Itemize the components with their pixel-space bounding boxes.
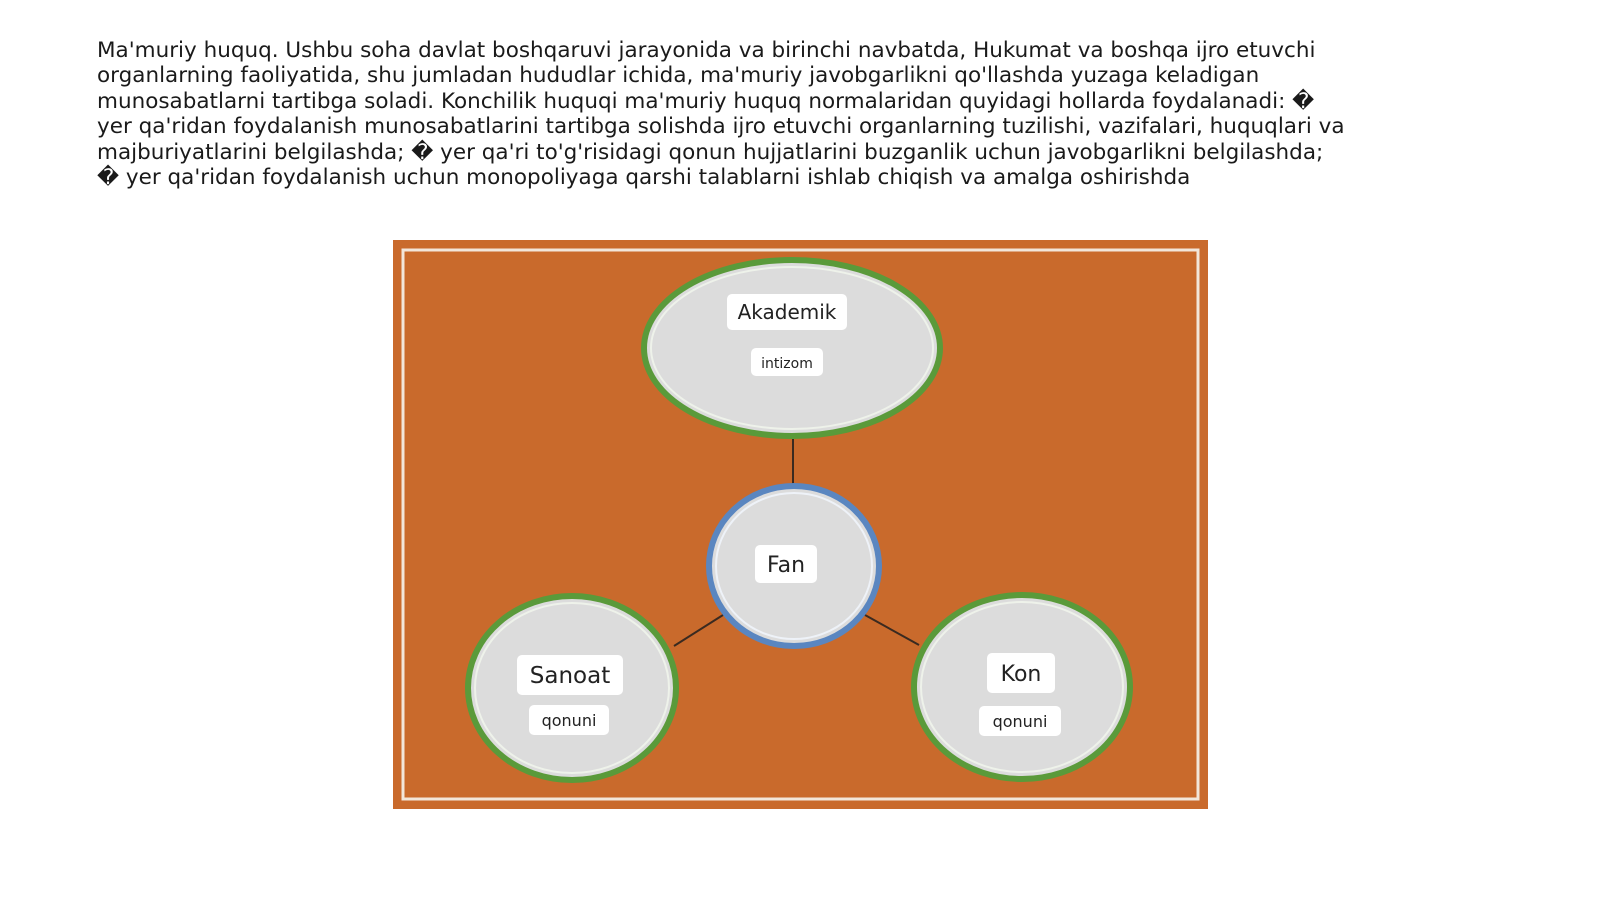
node-left-subtitle: qonuni bbox=[541, 711, 597, 730]
node-left bbox=[468, 596, 676, 780]
node-top bbox=[644, 260, 940, 436]
diagram-canvas bbox=[393, 240, 1208, 809]
node-center-title: Fan bbox=[766, 553, 806, 578]
node-top-subtitle: intizom bbox=[761, 356, 813, 372]
node-center bbox=[709, 486, 879, 646]
slide-paragraph: Ma'muriy huquq. Ushbu soha davlat boshqaruvi jarayonida va birinchi navbatda, Hukumat va boshqa ijro etuvchi organlarning faoliyatida, shu jumladan hududlar ichida, ma'muriy javobgarlikni qo'llashda yuzaga keladigan munosabatlarni tartibga soladi. Konchilik huquqi ma'muriy huquq normalaridan quyidagi hollarda foydalanadi: � yer qa'ridan foydalanish munosabatlarini tartibga solishda ijro etuvchi organlarning tuzilishi, vazifalari, huquqlari va majburiyatlarini belgilashda; � yer qa'ri to'g'risidagi qonun hujjatlarini buzganlik uchun javobgarlikni belgilashda; � yer qa'ridan foydalanish uchun monopoliyaga qarshi talablarni ishlab chiqish va amalga oshirishda bbox=[97, 38, 1345, 191]
node-right bbox=[914, 595, 1130, 779]
node-top-title: Akademik bbox=[737, 300, 837, 324]
node-right-title: Kon bbox=[1000, 662, 1042, 687]
concept-diagram bbox=[393, 240, 1208, 809]
node-right-subtitle: qonuni bbox=[992, 712, 1048, 731]
node-left-title: Sanoat bbox=[529, 663, 611, 689]
